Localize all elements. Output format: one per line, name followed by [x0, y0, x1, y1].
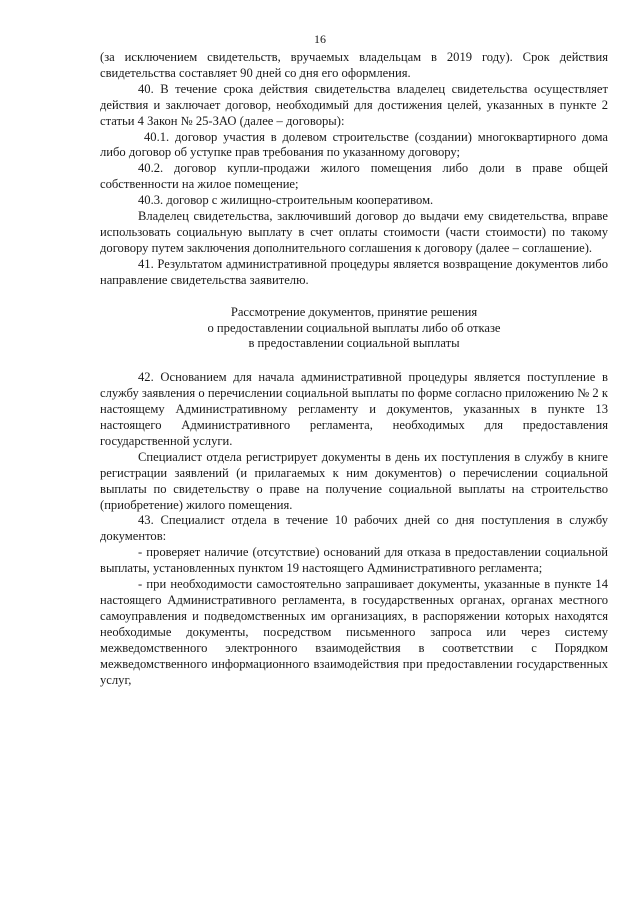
paragraph-40-1: 40.1. договор участия в долевом строительстве (создании) многоквартирного дома либо договор об уступке прав требования по указанному договору;	[100, 129, 608, 160]
section-heading-line-2: о предоставлении социальной выплаты либо об отказе	[207, 320, 501, 335]
document-body	[100, 50, 608, 688]
paragraph-40-3: 40.3. договор с жилищно-строительным кооперативом.	[138, 193, 434, 208]
section-heading-line-1: Рассмотрение документов, принятие решения	[230, 304, 478, 319]
paragraph-43-request: - при необходимости самостоятельно запрашивает документы, указанные в пункте 14 настоящего Административного регламента, в государственных органах, органах местного самоуправления и подведомственных им организациях, в распоряжении которых находятся необходимые документы, посредством письменного запроса или через систему межведомственного электронного взаимодействия в соответствии с Порядком межведомственного информационного взаимодействия при предоставлении государственных услуг,	[100, 577, 608, 687]
paragraph-42: 42. Основанием для начала административной процедуры является поступление в службу заявления о перечислении социальной выплаты по форме согласно приложению № 2 к настоящему Административному регламенту и документов, указанных в пункте 13 настоящего Административного регламента, необходимых для предоставления государственной услуги.	[100, 370, 608, 448]
section-heading-line-3: в предоставлении социальной выплаты	[248, 336, 460, 351]
paragraph-continuation: (за исключением свидетельств, вручаемых владельцам в 2019 году). Срок действия свидетельства составляет 90 дней со дня его оформления.	[100, 50, 608, 80]
paragraph-43-check: - проверяет наличие (отсутствие) оснований для отказа в предоставлении социальной выплаты, установленных пунктом 19 настоящего Административного регламента;	[100, 545, 608, 576]
spacer	[100, 289, 608, 305]
paragraph-40: 40. В течение срока действия свидетельства владелец свидетельства осуществляет действия и заключает договор, необходимый для достижения целей, указанных в пункте 2 статьи 4 Закон № 25-ЗАО (далее – договоры):	[100, 81, 608, 128]
paragraph-43: 43. Специалист отдела в течение 10 рабочих дней со дня поступления в службу документов:	[100, 513, 608, 544]
spacer	[100, 352, 608, 370]
paragraph-owner-agreement: Владелец свидетельства, заключивший договор до выдачи ему свидетельства, вправе использовать социальную выплату в счет оплаты стоимости (части стоимости) по такому договору путем заключения дополнительного соглашения к договору (далее – соглашение).	[100, 209, 608, 255]
page-number: 16	[314, 32, 326, 46]
paragraph-40-2: 40.2. договор купли-продажи жилого помещения либо доли в праве общей собственности на жилое помещение;	[100, 161, 608, 192]
paragraph-registration: Специалист отдела регистрирует документы в день их поступления в службу в книге регистрации заявлений (и прилагаемых к ним документов) о перечислении социальной выплаты по свидетельству о праве на получение социальной выплаты на строительство (приобретение) жилого помещения.	[100, 449, 608, 512]
paragraph-41: 41. Результатом административной процедуры является возвращение документов либо направление свидетельства заявителю.	[100, 256, 608, 287]
